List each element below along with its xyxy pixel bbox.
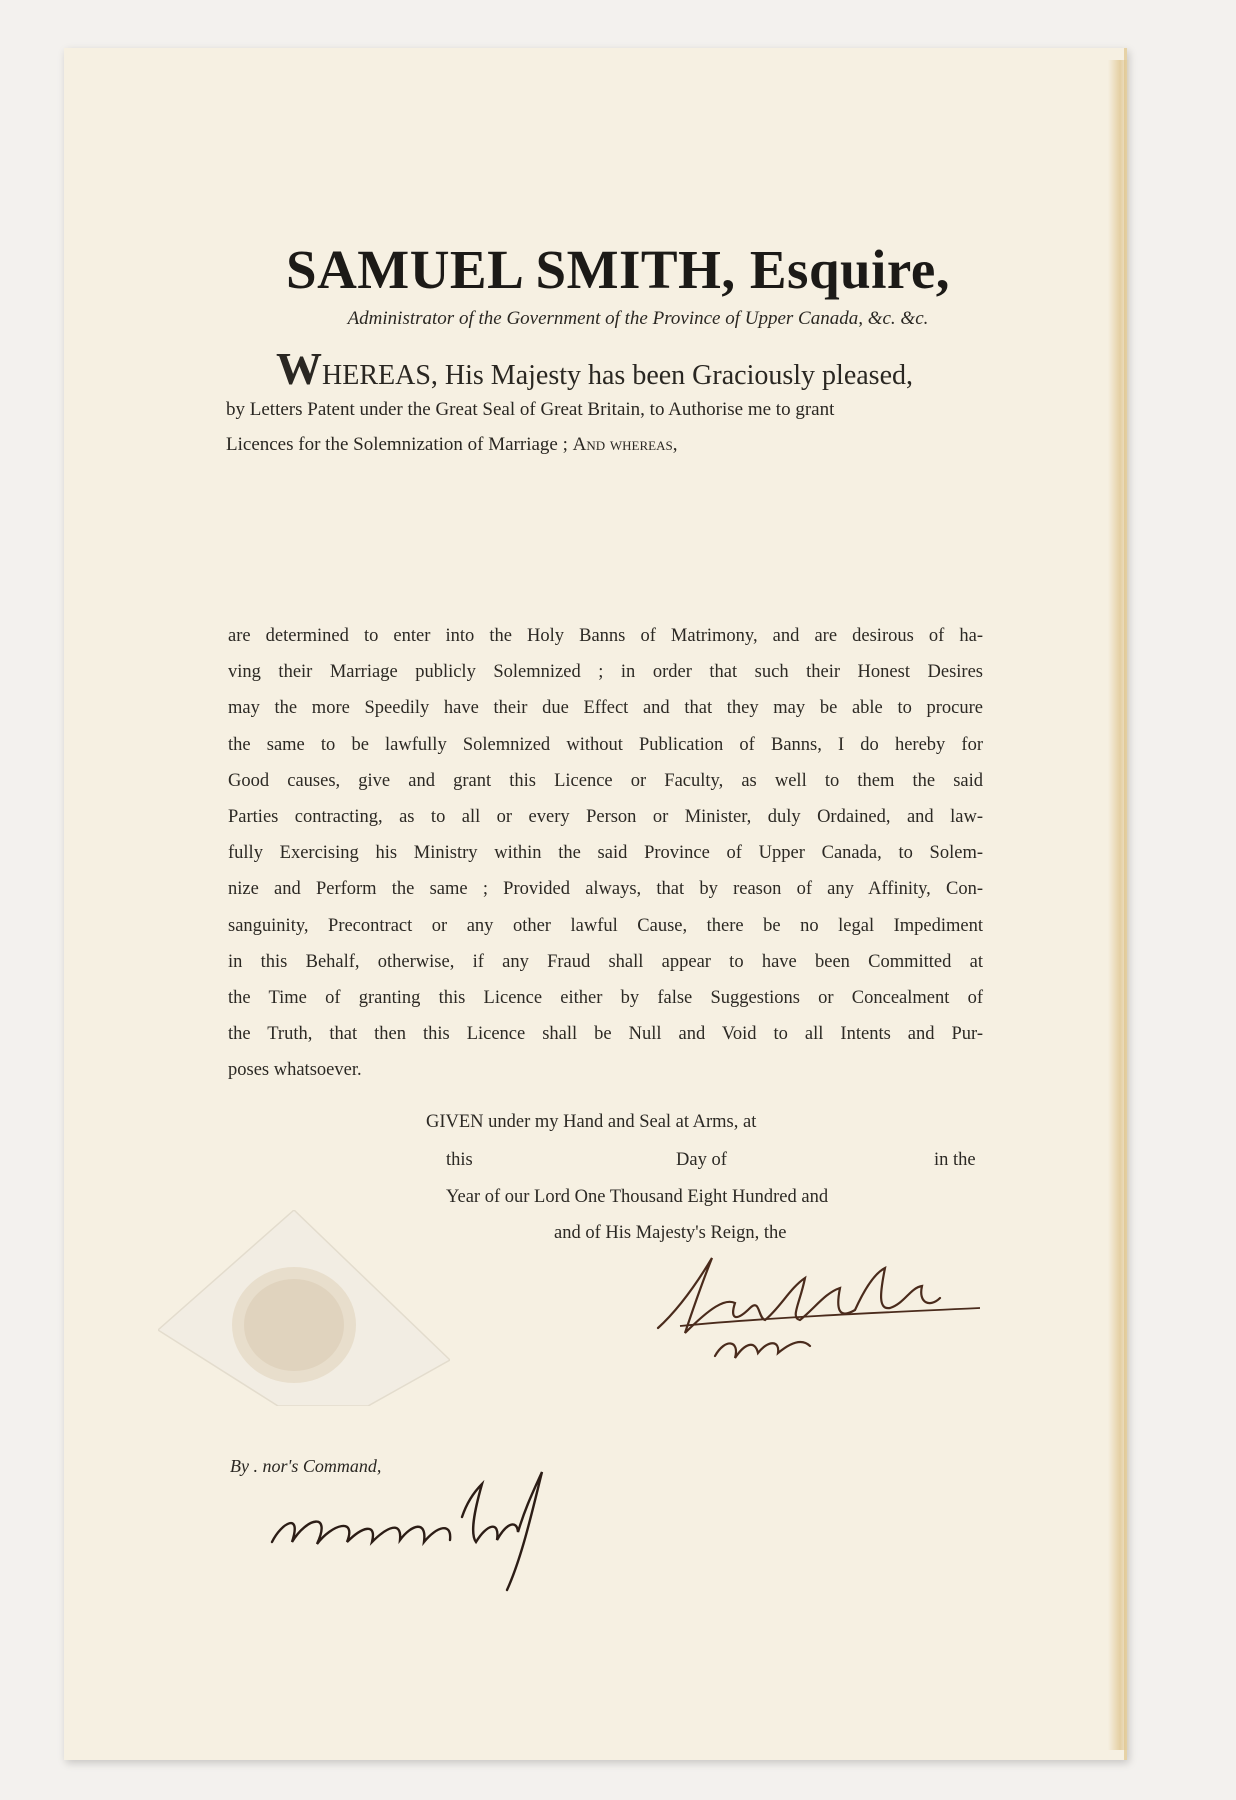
body-line: poses whatsoever. xyxy=(228,1060,362,1081)
body-line: Parties contracting, as to all or every Person or Minister, duly Ordained, and law- xyxy=(228,807,983,828)
drop-capital: W xyxy=(276,343,322,394)
given-line-4: and of His Majesty's Reign, the xyxy=(554,1223,787,1243)
intro-line-3 xyxy=(226,427,986,462)
signature-secretary xyxy=(262,1462,562,1602)
body-line: may the more Speedily have their due Effect and that they may be able to procure xyxy=(228,698,983,719)
intro-line-2: by Letters Patent under the Great Seal of Great Britain, to Authorise me to grant xyxy=(226,399,835,420)
body-line: are determined to enter into the Holy Banns of Matrimony, and are desirous of ha- xyxy=(228,626,983,646)
intro-line-3b: And whereas, xyxy=(572,434,678,455)
body-line: ving their Marriage publicly Solemnized ; in order that such their Honest Desires xyxy=(228,662,983,683)
licence-body xyxy=(228,618,983,1089)
body-line: the same to be lawfully Solemnized without Publication of Banns, I do hereby for xyxy=(228,734,983,755)
given-this: this xyxy=(446,1150,473,1170)
body-line: Good causes, give and grant this Licence or Faculty, as well to them the said xyxy=(228,770,983,791)
wax-seal-wafer xyxy=(158,1210,450,1406)
body-line: in this Behalf, otherwise, if any Fraud shall appear to have been Committed at xyxy=(228,951,983,972)
body-line: the Truth, that then this Licence shall be Null and Void to all Intents and Pur- xyxy=(228,1024,983,1045)
body-line: fully Exercising his Ministry within the said Province of Upper Canada, to Solem- xyxy=(228,843,983,864)
intro-line-1: HEREAS, His Majesty has been Graciously pleased, xyxy=(322,360,913,391)
intro-first-line xyxy=(226,343,986,394)
intro-paragraph xyxy=(226,343,986,462)
given-line-1: GIVEN under my Hand and Seal at Arms, at xyxy=(426,1112,757,1132)
document-subtitle: Administrator of the Government of the Province of Upper Canada, &c. &c. xyxy=(347,308,929,329)
given-in-the: in the xyxy=(934,1150,976,1170)
document-title: SAMUEL SMITH, Esquire, xyxy=(285,239,951,300)
intro-line-3a: Licences for the Solemnization of Marriage ; xyxy=(226,434,568,455)
command-line: By . nor's Command, xyxy=(230,1456,382,1476)
body-line: sanguinity, Precontract or any other lawful Cause, there be no legal Impediment xyxy=(228,915,983,936)
given-day-of: Day of xyxy=(676,1150,727,1170)
body-line: nize and Perform the same ; Provided always, that by reason of any Affinity, Con- xyxy=(228,879,983,900)
body-line: the Time of granting this Licence either by false Suggestions or Concealment of xyxy=(228,988,983,1009)
given-line-3: Year of our Lord One Thousand Eight Hundred and xyxy=(446,1187,829,1207)
signature-sam-smith xyxy=(640,1248,980,1378)
